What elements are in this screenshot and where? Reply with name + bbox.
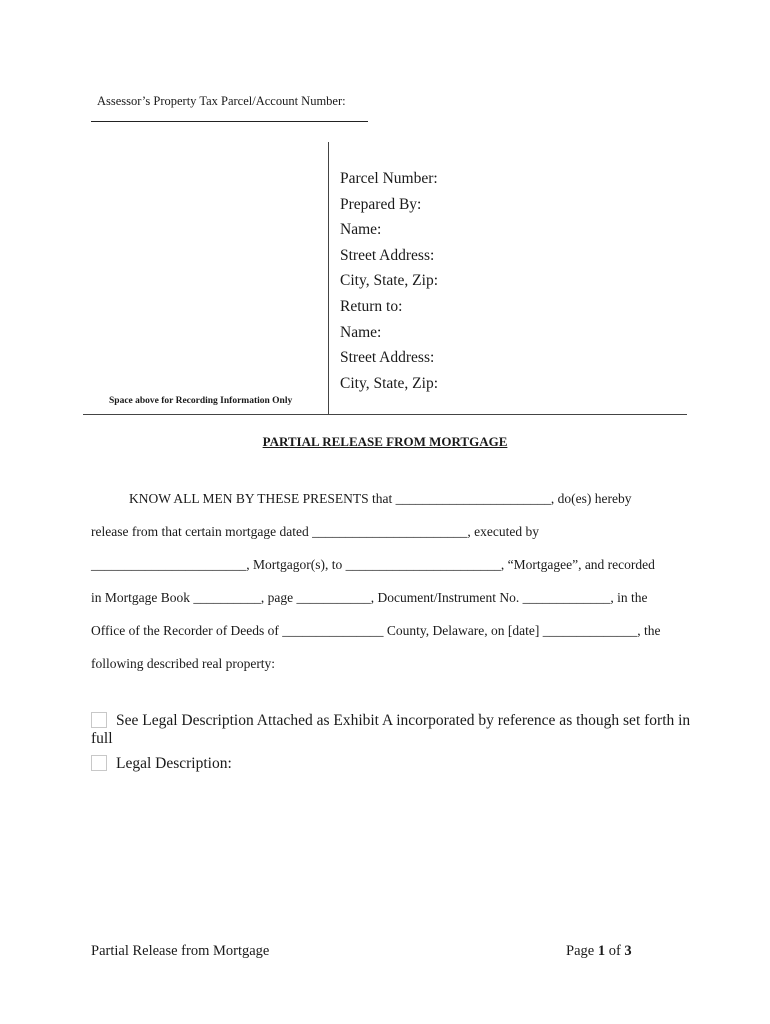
- return-name-label: Name:: [340, 323, 382, 341]
- exhibit-a-option-label-continued: full: [91, 730, 113, 747]
- recording-block-divider: [328, 142, 329, 415]
- body-line-3: _______________________, Mortgagor(s), to _______________________, “Mortgagee”, and recorded: [91, 557, 655, 572]
- preparer-city-state-zip-label: City, State, Zip:: [340, 272, 439, 290]
- recording-space-note: Space above for Recording Information Only: [109, 396, 293, 406]
- page-total: 3: [624, 943, 632, 959]
- exhibit-a-option-label: See Legal Description Attached as Exhibit A incorporated by reference as though set forth in: [116, 712, 691, 729]
- body-line-6: following described real property:: [91, 656, 276, 671]
- page-of: of: [608, 943, 621, 959]
- preparer-name-label: Name:: [340, 221, 382, 239]
- parcel-number-label: Parcel Number:: [340, 170, 438, 187]
- body-line-4: in Mortgage Book __________, page ___________, Document/Instrument No. _____________, in the: [91, 590, 648, 605]
- body-line-5: Office of the Recorder of Deeds of _______________ County, Delaware, on [date] ______________, the: [91, 623, 661, 638]
- assessor-parcel-signature-line: [91, 121, 368, 122]
- preparer-street-address-label: Street Address:: [340, 246, 435, 264]
- body-line-2: release from that certain mortgage dated _______________________, executed by: [91, 524, 539, 539]
- return-street-address-label: Street Address:: [340, 349, 435, 367]
- prepared-by-label: Prepared By:: [340, 195, 422, 213]
- legal-description-checkbox[interactable]: [91, 755, 107, 771]
- body-line-1: KNOW ALL MEN BY THESE PRESENTS that _______________________, do(es) hereby: [129, 491, 632, 506]
- recording-area-bottom-rule: [83, 414, 687, 415]
- return-city-state-zip-label: City, State, Zip:: [340, 374, 439, 392]
- exhibit-a-checkbox[interactable]: [91, 712, 107, 728]
- return-to-label: Return to:: [340, 297, 403, 315]
- footer-document-name: Partial Release from Mortgage: [91, 943, 270, 959]
- page-current: 1: [597, 943, 606, 959]
- assessor-parcel-label: Assessor’s Property Tax Parcel/Account Number:: [97, 94, 346, 108]
- page-prefix: Page: [566, 943, 595, 959]
- recording-info-list: [340, 169, 438, 399]
- footer-page-number: [566, 943, 632, 960]
- document-title: PARTIAL RELEASE FROM MORTGAGE: [262, 434, 508, 449]
- legal-description-label: Legal Description:: [116, 755, 232, 772]
